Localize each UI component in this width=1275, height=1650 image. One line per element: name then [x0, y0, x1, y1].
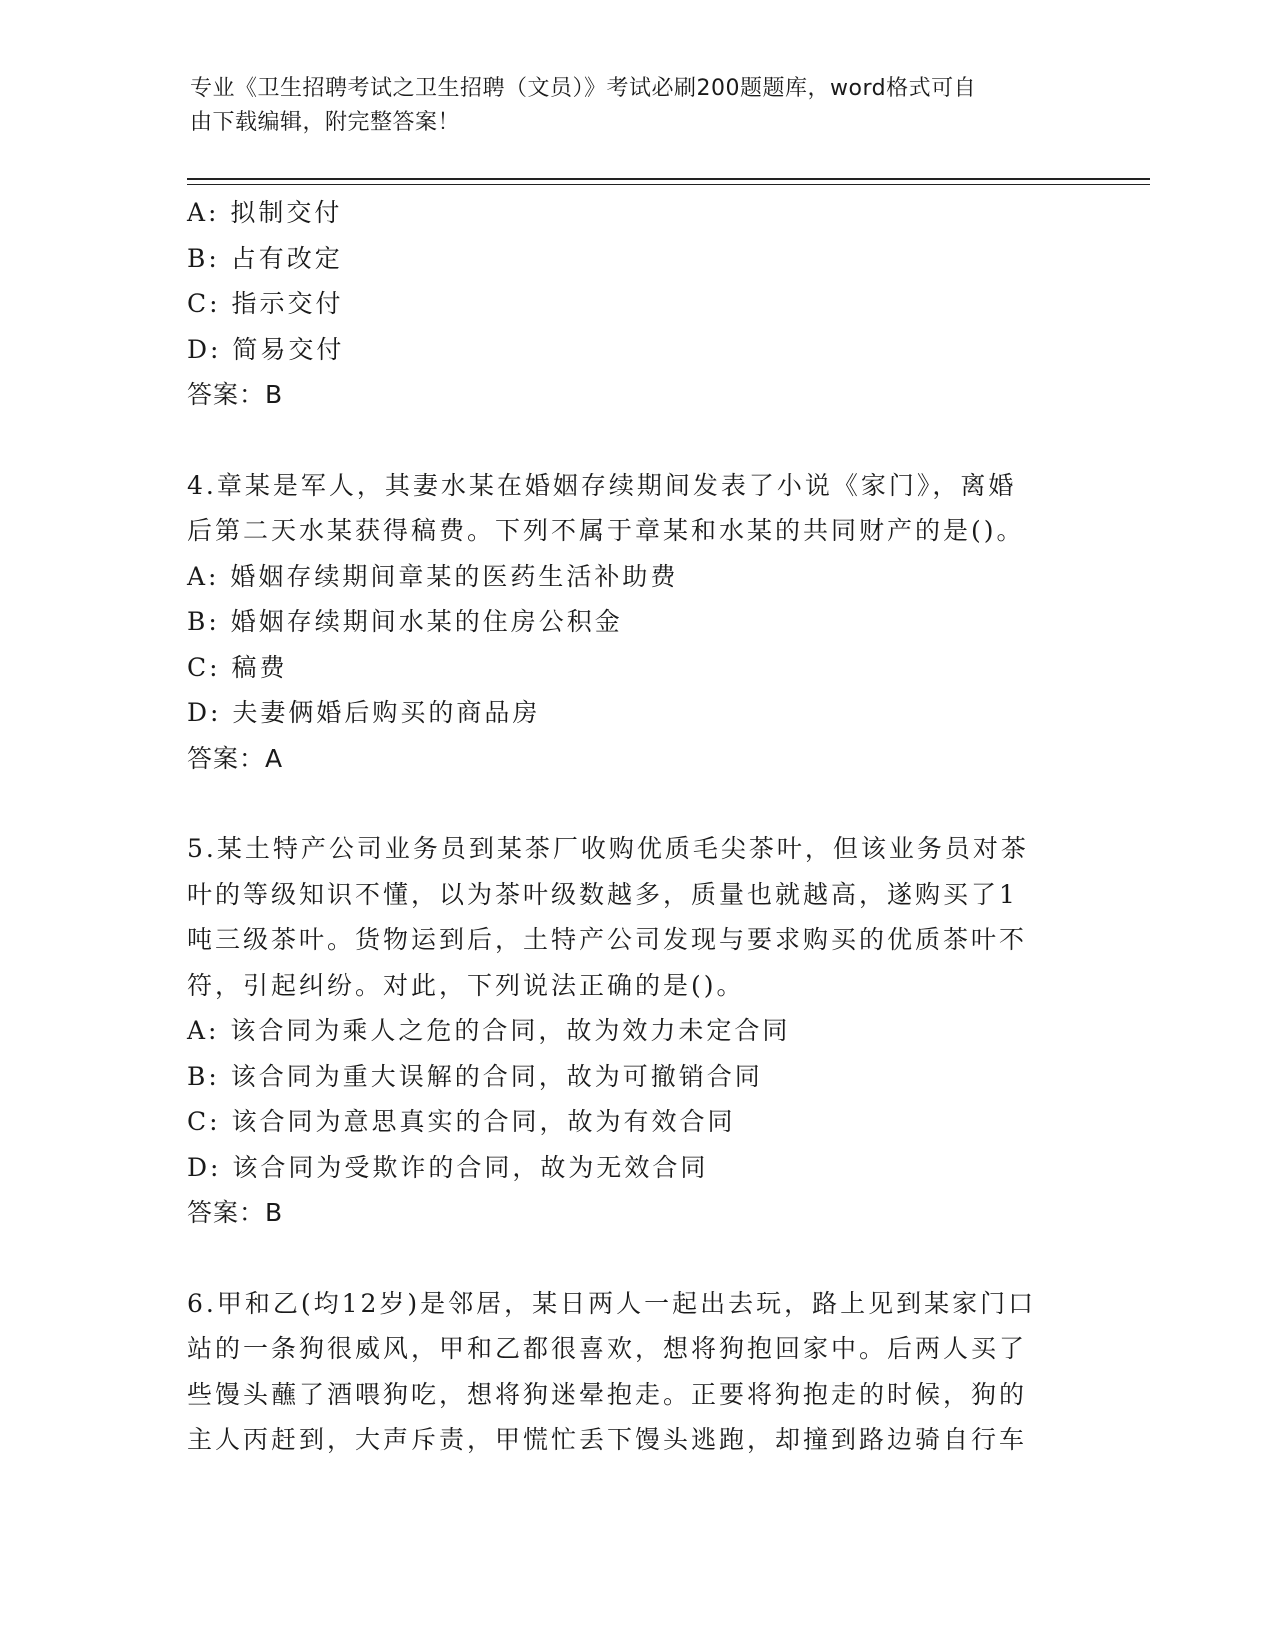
- option-b: B: 该合同为重大误解的合同，故为可撤销合同: [187, 1061, 763, 1091]
- answer: 答案：B: [187, 1198, 284, 1227]
- question-5: [187, 826, 1087, 1236]
- header-divider-thin: [187, 184, 1150, 185]
- question-stem-line: 5.某土特产公司业务员到某茶厂收购优质毛尖茶叶，但该业务员对茶: [187, 834, 1029, 863]
- question-stem-line: 些馒头蘸了酒喂狗吃，想将狗迷晕抱走。正要将狗抱走的时候，狗的: [187, 1379, 1028, 1409]
- option-c: C: 指示交付: [187, 289, 344, 318]
- question-4: [187, 463, 1087, 782]
- option-d: D: 该合同为受欺诈的合同，故为无效合同: [187, 1152, 709, 1182]
- option-a: A: 婚姻存续期间章某的医药生活补助费: [187, 561, 679, 591]
- question-stem-line: 后第二天水某获得稿费。下列不属于章某和水某的共同财产的是()。: [187, 516, 1025, 545]
- header-line-2: 由下载编辑，附完整答案！: [190, 110, 461, 135]
- option-a: A: 该合同为乘人之危的合同，故为效力未定合同: [187, 1016, 791, 1045]
- answer: 答案：B: [187, 380, 284, 409]
- question-6: [187, 1281, 1087, 1463]
- question-stem-line: 站的一条狗很威风，甲和乙都很喜欢，想将狗抱回家中。后两人买了: [187, 1334, 1028, 1363]
- header-line-1: 专业《卫生招聘考试之卫生招聘（文员）》考试必刷200题题库，word格式可自: [190, 76, 977, 101]
- question-list: [187, 190, 1087, 1463]
- option-b: B: 占有改定: [187, 243, 343, 273]
- option-c: C: 该合同为意思真实的合同，故为有效合同: [187, 1107, 736, 1136]
- option-c: C: 稿费: [187, 652, 288, 682]
- question-stem-line: 4.章某是军人，其妻水某在婚姻存续期间发表了小说《家门》，离婚: [187, 470, 1017, 500]
- document-header: [190, 72, 1070, 140]
- question-stem-line: 叶的等级知识不懂，以为茶叶级数越多，质量也就越高，遂购买了1: [187, 879, 1018, 909]
- question-stem-line: 6.甲和乙(均12岁)是邻居，某日两人一起出去玩，路上见到某家门口: [187, 1288, 1037, 1318]
- question-stem-line: 吨三级茶叶。货物运到后，土特产公司发现与要求购买的优质茶叶不: [187, 925, 1028, 954]
- question-3: [187, 190, 1087, 418]
- option-b: B: 婚姻存续期间水某的住房公积金: [187, 607, 623, 636]
- question-stem-line: 符，引起纠纷。对此，下列说法正确的是()。: [187, 970, 745, 1000]
- option-d: D: 简易交付: [187, 334, 345, 364]
- question-stem-line: 主人丙赶到，大声斥责，甲慌忙丢下馒头逃跑，却撞到路边骑自行车: [187, 1425, 1028, 1454]
- option-a: A: 拟制交付: [187, 198, 343, 227]
- answer: 答案：A: [187, 743, 284, 773]
- option-d: D: 夫妻俩婚后购买的商品房: [187, 698, 541, 727]
- header-divider-thick: [187, 178, 1150, 180]
